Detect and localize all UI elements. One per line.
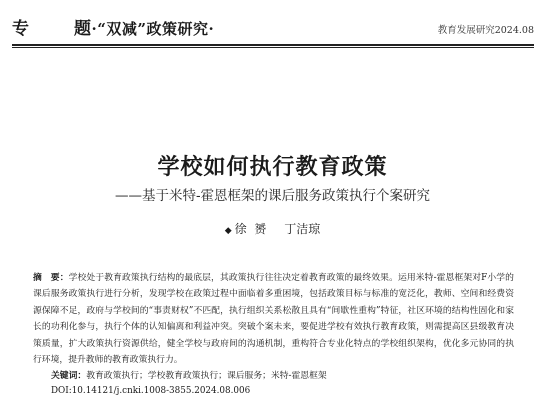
section-heading <box>12 14 214 39</box>
keywords <box>51 368 521 381</box>
abstract-text: 学校处于教育政策执行结构的最底层，其政策执行往往决定着教育政策的最终效果。运用米特-霍恩框架对F小学的课后服务政策执行进行分析，发现学校在政策过程中面临着多重困境，包括政策目标与标准的宽泛化，教师、空间和经费资源保障不足，政府与学校间的“事责财权”不匹配，执行组织关系松散且具有“间歇性重构”特征，社区环境的结构性固化和家长的功利化参与，执行个体的认知偏离和利益冲突。突破个案未来，要促进学校有效执行教育政策，则需提高区县级教育决策质量，扩大政策执行资源供给，健全学校与政府间的沟通机制，重构符合专业化特点的学校组织架构，优化多元协同的执行环境，提升教师的教育政策执行力。 <box>33 273 514 366</box>
article-title: 学校如何执行教育政策 <box>157 155 388 180</box>
section-subtitle: ·“双减”政策研究· <box>91 20 215 38</box>
keywords-label: 关键词： <box>51 371 87 381</box>
section-char-1: 专 <box>12 19 30 39</box>
section-char-2: 题 <box>74 19 92 39</box>
author-marker-icon: ◆ <box>224 226 232 236</box>
header-rule-thin <box>12 47 534 48</box>
header-rule-thick <box>12 44 534 46</box>
author-1: 徐 赟 <box>234 222 267 236</box>
page-header <box>12 14 534 44</box>
doi[interactable]: DOI:10.14121/j.cnki.1008-3855.2024.08.006 <box>51 386 251 396</box>
abstract <box>33 270 514 368</box>
author-2: 丁洁琼 <box>284 222 321 236</box>
abstract-label: 摘 要： <box>33 273 69 283</box>
article-subtitle: ——基于米特-霍恩框架的课后服务政策执行个案研究 <box>114 188 431 204</box>
keywords-text: 教育政策执行；学校教育政策执行；课后服务；米特-霍恩框架 <box>86 371 327 381</box>
author-line <box>0 220 545 237</box>
journal-issue: 教育发展研究2024.08 <box>437 25 534 36</box>
